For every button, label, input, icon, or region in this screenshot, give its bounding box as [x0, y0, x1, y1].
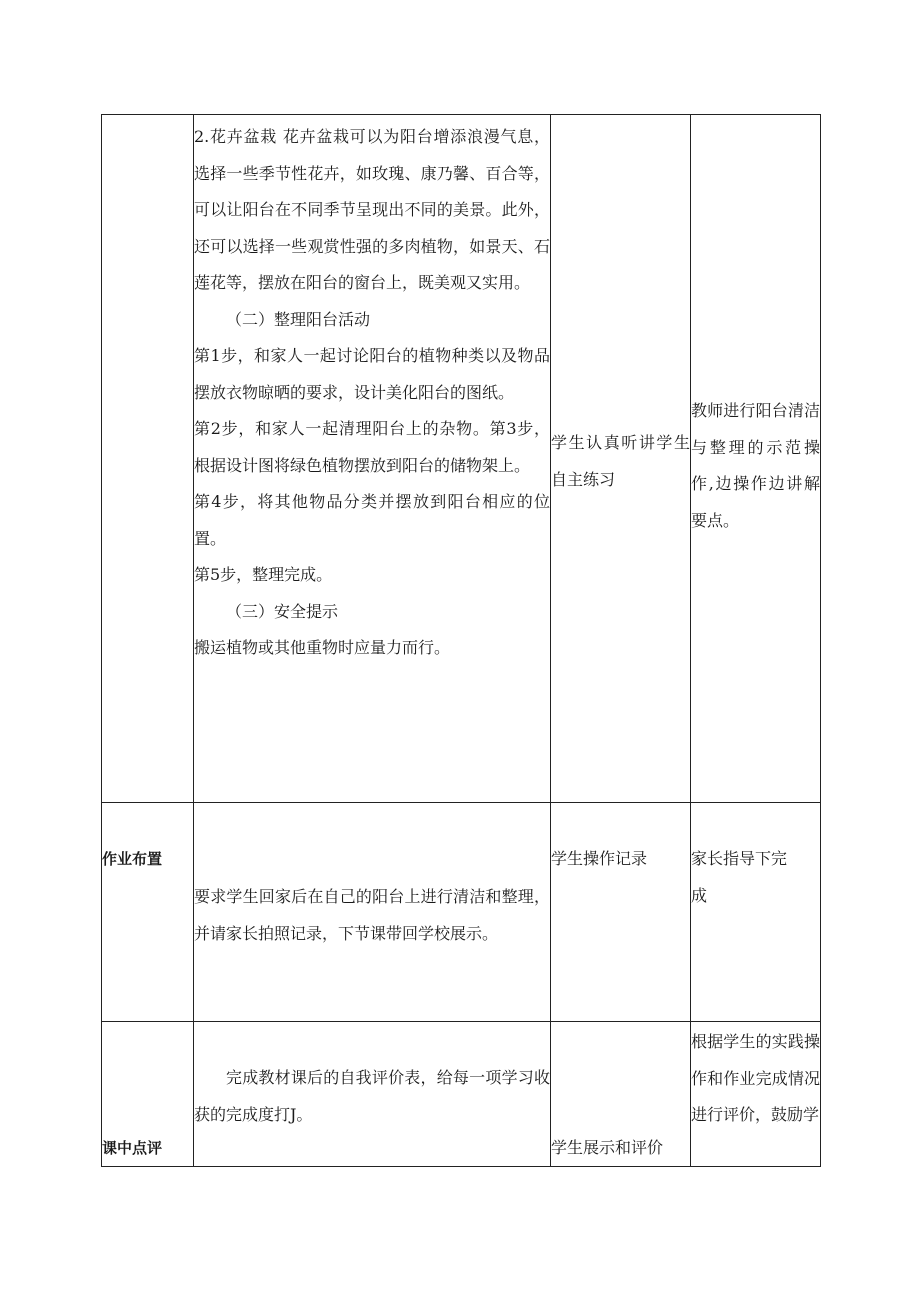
step-2-3: 第2步，和家人一起清理阳台上的杂物。第3步，根据设计图将绿色植物摆放到阳台的储物架上。 [194, 419, 550, 475]
content-cell [194, 803, 551, 1022]
row-label-cell [102, 1022, 194, 1167]
step-4: 第4步，将其他物品分类并摆放到阳台相应的位置。 [194, 492, 550, 548]
table-row [102, 803, 821, 1022]
flower-paragraph [194, 119, 550, 302]
content-cell [194, 1022, 551, 1167]
review-text: 完成教材课后的自我评价表，给每一项学习收获的完成度打J。 [194, 1068, 550, 1124]
table-row [102, 1022, 821, 1167]
safety-heading: （三）安全提示 [226, 601, 339, 621]
safety-text: 搬运植物或其他重物时应量力而行。 [194, 638, 451, 657]
teacher-activity-line-1: 家长指导下完 [691, 849, 788, 868]
step-1: 第1步，和家人一起讨论阳台的植物种类以及物品摆放衣物晾晒的要求，设计美化阳台的图纸。 [194, 346, 550, 402]
activity-heading: （二）整理阳台活动 [226, 309, 371, 329]
lesson-plan-table [101, 114, 821, 1167]
student-activity-cell [551, 1022, 691, 1167]
table-row [102, 115, 821, 803]
flower-heading: 2.花卉盆栽 [194, 127, 277, 146]
homework-label: 作业布置 [102, 850, 163, 868]
content-cell [194, 115, 551, 803]
homework-text: 要求学生回家后在自己的阳台上进行清洁和整理，并请家长拍照记录，下节课带回学校展示。 [194, 887, 550, 943]
student-activity-text: 学生展示和评价 [551, 1137, 664, 1157]
teacher-activity-text: 根据学生的实践操作和作业完成情况进行评价，鼓励学 [691, 1032, 820, 1124]
student-activity-text: 学生操作记录 [551, 849, 648, 868]
student-activity-text: 学生认真听讲学生自主练习 [551, 433, 690, 489]
teacher-activity-cell [691, 1022, 821, 1167]
teacher-activity-cell [691, 803, 821, 1022]
student-activity-cell [551, 803, 691, 1022]
student-activity-cell [551, 115, 691, 803]
flower-text: 花卉盆栽可以为阳台增添浪漫气息，选择一些季节性花卉，如玫瑰、康乃馨、百合等，可以让阳台在不同季节呈现出不同的美景。此外，还可以选择一些观赏性强的多肉植物，如景天、石莲花等，摆放在阳台的窗台上，既美观又实用。 [194, 127, 550, 292]
teacher-activity-cell [691, 115, 821, 803]
review-label: 课中点评 [102, 1138, 163, 1157]
step-5: 第5步，整理完成。 [194, 565, 333, 584]
row-label-cell [102, 115, 194, 803]
teacher-activity-line-2: 成 [691, 885, 708, 905]
row-label-cell [102, 803, 194, 1022]
teacher-activity-text: 教师进行阳台清洁与整理的示范操作,边操作边讲解要点。 [691, 401, 820, 530]
